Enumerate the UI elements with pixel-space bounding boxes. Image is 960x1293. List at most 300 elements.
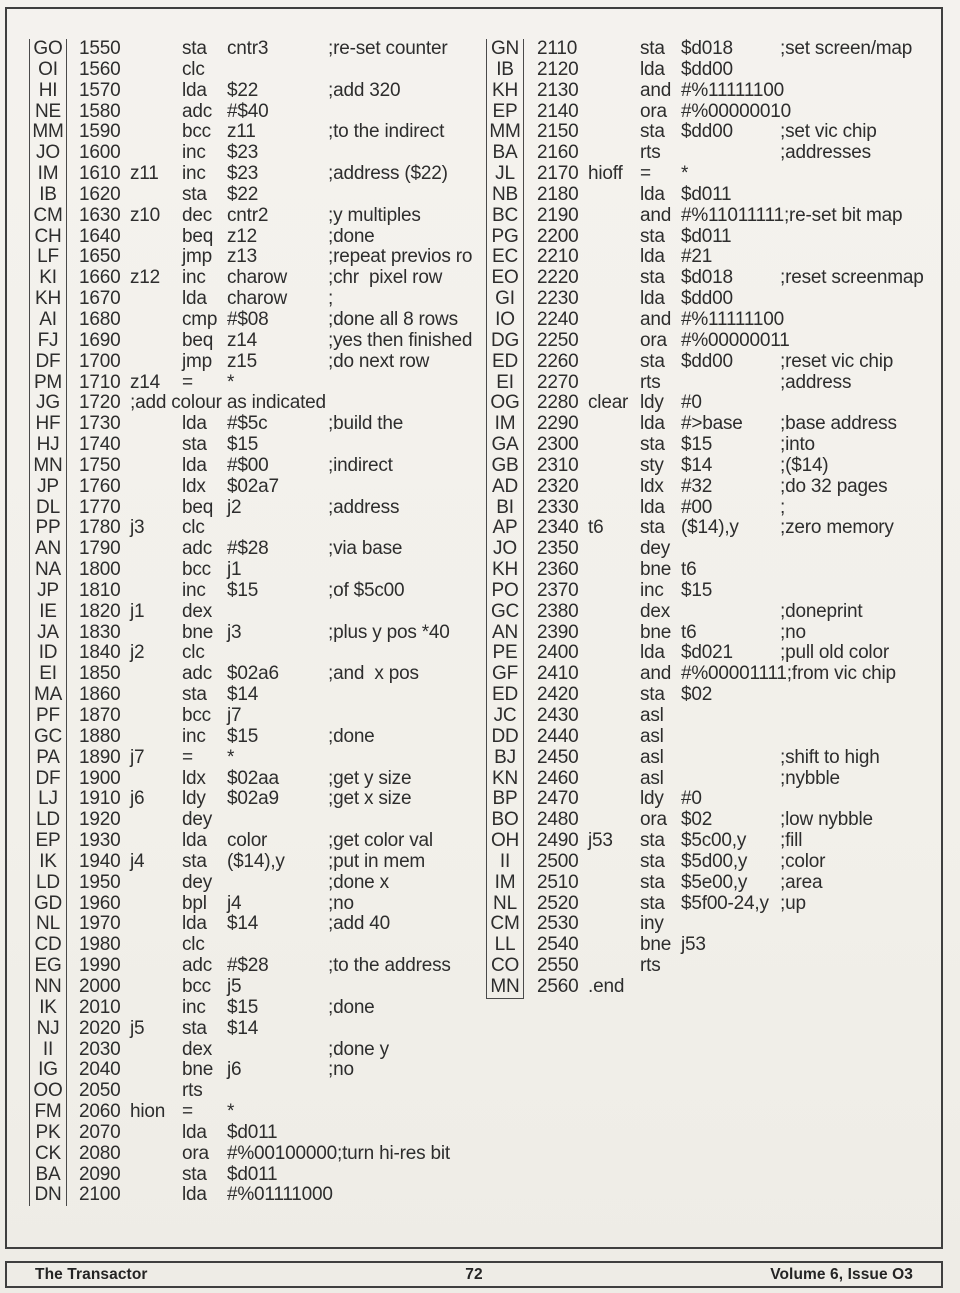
operand: z13 bbox=[227, 246, 258, 268]
line-number-cell bbox=[524, 581, 640, 602]
line-number: 1860 bbox=[79, 684, 121, 706]
checksum-code: JG bbox=[29, 393, 67, 414]
code-line bbox=[486, 164, 941, 185]
line-number-cell bbox=[67, 247, 182, 268]
code-line bbox=[486, 247, 941, 268]
line-number: 1570 bbox=[79, 79, 121, 101]
operand: $14 bbox=[681, 454, 713, 476]
checksum-code: GB bbox=[486, 456, 524, 477]
code-line bbox=[29, 852, 479, 873]
code-line bbox=[486, 748, 941, 769]
mnemonic: and bbox=[640, 663, 672, 685]
code-line bbox=[486, 956, 941, 977]
line-number: 2420 bbox=[537, 684, 579, 706]
comment: ;zero memory bbox=[780, 517, 894, 539]
line-number-cell bbox=[67, 935, 182, 956]
code-line bbox=[29, 268, 479, 289]
code-line bbox=[486, 769, 941, 790]
code-line bbox=[486, 581, 941, 602]
line-number-cell bbox=[524, 268, 640, 289]
operand: j1 bbox=[227, 559, 242, 581]
operand: #%11111100 bbox=[681, 79, 784, 101]
line-number-cell bbox=[67, 518, 182, 539]
operand: charow bbox=[227, 267, 288, 289]
mnemonic: sta bbox=[640, 350, 665, 372]
line-number-cell bbox=[67, 373, 182, 394]
code-line bbox=[29, 247, 479, 268]
checksum-code: AN bbox=[29, 539, 67, 560]
line-number: 2250 bbox=[537, 329, 579, 351]
operand: $15 bbox=[227, 996, 259, 1018]
line-number-cell bbox=[524, 935, 640, 956]
line-number: 2330 bbox=[537, 496, 579, 518]
comment: ;area bbox=[780, 871, 823, 893]
checksum-code: OI bbox=[29, 60, 67, 81]
checksum-code: CM bbox=[486, 914, 524, 935]
footer-journal-title: The Transactor bbox=[35, 1265, 148, 1283]
line-number-cell bbox=[67, 831, 182, 852]
operand: #$28 bbox=[227, 955, 269, 977]
mnemonic: bcc bbox=[182, 559, 211, 581]
checksum-code: MM bbox=[486, 122, 524, 143]
code-line bbox=[29, 956, 479, 977]
page-footer bbox=[5, 1261, 943, 1288]
line-number-cell bbox=[524, 185, 640, 206]
comment: ;reset screenmap bbox=[780, 267, 924, 289]
checksum-code: FM bbox=[29, 1102, 67, 1123]
line-number: 1560 bbox=[79, 58, 121, 80]
line-number: 2380 bbox=[537, 600, 579, 622]
line-number-cell bbox=[67, 727, 182, 748]
checksum-code: DF bbox=[29, 769, 67, 790]
mnemonic: inc bbox=[182, 725, 206, 747]
line-label: z11 bbox=[130, 163, 159, 185]
operand: #%00001111 bbox=[681, 663, 787, 685]
line-number-cell bbox=[67, 1144, 182, 1165]
line-number: 2480 bbox=[537, 809, 579, 831]
operand: $d011 bbox=[681, 225, 732, 247]
checksum-code: HF bbox=[29, 414, 67, 435]
operand: $d021 bbox=[681, 642, 733, 664]
mnemonic: sta bbox=[640, 517, 665, 539]
mnemonic: inc bbox=[182, 142, 206, 164]
code-line bbox=[486, 456, 941, 477]
checksum-code: NJ bbox=[29, 1019, 67, 1040]
operand: z12 bbox=[227, 225, 258, 247]
code-line bbox=[486, 623, 941, 644]
mnemonic: dey bbox=[640, 538, 671, 560]
operand: #00 bbox=[681, 496, 713, 518]
mnemonic: beq bbox=[182, 225, 214, 247]
line-number-cell bbox=[67, 873, 182, 894]
checksum-code: NB bbox=[486, 185, 524, 206]
operand: * bbox=[227, 746, 235, 768]
line-number-cell bbox=[67, 1165, 182, 1186]
line-label: j2 bbox=[130, 642, 145, 664]
operand: $02 bbox=[681, 684, 713, 706]
line-number-cell bbox=[524, 435, 640, 456]
line-number: 1880 bbox=[79, 725, 121, 747]
mnemonic: jmp bbox=[182, 246, 213, 268]
mnemonic: ldy bbox=[640, 788, 664, 810]
line-number-cell bbox=[524, 206, 640, 227]
line-number-cell bbox=[67, 998, 182, 1019]
line-number-cell bbox=[67, 185, 182, 206]
code-line bbox=[29, 310, 479, 331]
line-label: hion bbox=[130, 1101, 166, 1123]
mnemonic: dex bbox=[640, 600, 671, 622]
mnemonic: sta bbox=[640, 38, 665, 59]
operand: $15 bbox=[227, 579, 259, 601]
checksum-code: PP bbox=[29, 518, 67, 539]
operand: $02a6 bbox=[227, 663, 279, 685]
comment: ;fill bbox=[780, 830, 803, 852]
code-line bbox=[29, 39, 479, 60]
operand: $22 bbox=[227, 79, 259, 101]
comment: ;turn hi-res bit bbox=[337, 1142, 450, 1164]
line-number-cell bbox=[67, 1081, 182, 1102]
mnemonic: sta bbox=[640, 892, 665, 914]
checksum-code: LL bbox=[486, 935, 524, 956]
operand: #$5c bbox=[227, 413, 268, 435]
line-number-cell bbox=[524, 560, 640, 581]
checksum-code: GN bbox=[486, 39, 524, 60]
checksum-code: EC bbox=[486, 247, 524, 268]
mnemonic: adc bbox=[182, 663, 213, 685]
code-line bbox=[486, 831, 941, 852]
checksum-code: PM bbox=[29, 373, 67, 394]
code-line bbox=[486, 352, 941, 373]
comment: ;add 320 bbox=[328, 79, 401, 101]
line-number: 2410 bbox=[537, 663, 579, 685]
code-line bbox=[29, 581, 479, 602]
line-number: 2300 bbox=[537, 434, 579, 456]
comment: ;into bbox=[780, 434, 815, 456]
line-number: 1810 bbox=[79, 579, 121, 601]
line-number: 1760 bbox=[79, 475, 121, 497]
comment: ; bbox=[780, 496, 786, 518]
line-number: 2260 bbox=[537, 350, 579, 372]
line-number-cell bbox=[67, 164, 182, 185]
checksum-code: LD bbox=[29, 873, 67, 894]
code-line bbox=[486, 518, 941, 539]
comment: ;via base bbox=[328, 538, 403, 560]
line-number-cell bbox=[524, 289, 640, 310]
checksum-code: LJ bbox=[29, 789, 67, 810]
mnemonic: inc bbox=[182, 579, 206, 601]
mnemonic: dey bbox=[182, 871, 213, 893]
line-number-cell bbox=[67, 602, 182, 623]
mnemonic: ora bbox=[640, 100, 667, 122]
line-number: 2270 bbox=[537, 371, 579, 393]
mnemonic: bne bbox=[182, 1059, 214, 1081]
checksum-code: BJ bbox=[486, 748, 524, 769]
mnemonic: adc bbox=[182, 100, 213, 122]
checksum-code: MA bbox=[29, 685, 67, 706]
mnemonic: clc bbox=[182, 517, 205, 539]
mnemonic: dex bbox=[182, 600, 213, 622]
line-number-cell bbox=[67, 643, 182, 664]
comment: ;to the indirect bbox=[328, 121, 445, 143]
mnemonic: bpl bbox=[182, 892, 207, 914]
comment: ;address ($22) bbox=[328, 163, 448, 185]
line-number: 1820 bbox=[79, 600, 121, 622]
comment: ;($14) bbox=[780, 454, 829, 476]
comment: ;get color val bbox=[328, 830, 433, 852]
operand: charow bbox=[227, 288, 288, 310]
code-line bbox=[29, 477, 479, 498]
code-line bbox=[486, 498, 941, 519]
checksum-code: IK bbox=[29, 998, 67, 1019]
line-number: 1580 bbox=[79, 100, 121, 122]
code-line bbox=[29, 1102, 479, 1123]
checksum-code: EI bbox=[486, 373, 524, 394]
code-line bbox=[486, 727, 941, 748]
mnemonic: inc bbox=[182, 163, 206, 185]
code-line bbox=[486, 289, 941, 310]
line-number-cell bbox=[524, 456, 640, 477]
line-number-cell bbox=[524, 914, 640, 935]
checksum-code: II bbox=[486, 852, 524, 873]
code-line bbox=[486, 685, 941, 706]
checksum-code: AP bbox=[486, 518, 524, 539]
code-line bbox=[29, 164, 479, 185]
operand: #%11011111 bbox=[681, 204, 784, 226]
line-number-cell bbox=[67, 810, 182, 831]
checksum-code: IK bbox=[29, 852, 67, 873]
line-number-cell bbox=[67, 456, 182, 477]
line-number: 1920 bbox=[79, 809, 121, 831]
line-number-cell bbox=[67, 769, 182, 790]
code-line bbox=[29, 831, 479, 852]
checksum-code: CM bbox=[29, 206, 67, 227]
checksum-code: KH bbox=[486, 560, 524, 581]
operand: $d018 bbox=[681, 38, 733, 59]
comment: ;to the address bbox=[328, 955, 451, 977]
operand: #$28 bbox=[227, 538, 269, 560]
mnemonic: ora bbox=[182, 1142, 209, 1164]
operand: z15 bbox=[227, 350, 258, 372]
code-line bbox=[29, 352, 479, 373]
comment: ;yes then finished bbox=[328, 329, 473, 351]
comment: ;chr pixel row bbox=[328, 267, 443, 289]
operand: t6 bbox=[681, 559, 697, 581]
checksum-code: NL bbox=[29, 914, 67, 935]
operand: $dd00 bbox=[681, 58, 733, 80]
line-number: 2070 bbox=[79, 1121, 121, 1143]
comment: ;do next row bbox=[328, 350, 430, 372]
mnemonic: lda bbox=[640, 183, 665, 205]
checksum-code: IG bbox=[29, 1060, 67, 1081]
comment: ;reset vic chip bbox=[780, 350, 894, 372]
line-number: 1710 bbox=[79, 371, 121, 393]
line-number: 2360 bbox=[537, 559, 579, 581]
mnemonic: lda bbox=[640, 642, 665, 664]
checksum-code: DG bbox=[486, 331, 524, 352]
comment: ;get y size bbox=[328, 767, 412, 789]
line-number-cell bbox=[67, 623, 182, 644]
line-number-cell bbox=[524, 706, 640, 727]
checksum-code: PE bbox=[486, 643, 524, 664]
line-number: 2060 bbox=[79, 1101, 121, 1123]
line-number-cell bbox=[524, 894, 640, 915]
checksum-code: GF bbox=[486, 664, 524, 685]
line-number-cell bbox=[67, 1102, 182, 1123]
operand: $d011 bbox=[681, 183, 732, 205]
comment: ;done bbox=[328, 225, 375, 247]
mnemonic: rts bbox=[640, 142, 661, 164]
line-number-cell bbox=[524, 643, 640, 664]
checksum-code: JO bbox=[486, 539, 524, 560]
mnemonic: and bbox=[640, 308, 672, 330]
mnemonic: ora bbox=[640, 809, 667, 831]
comment: ;repeat previos ro bbox=[328, 246, 473, 268]
comment: ;done bbox=[328, 725, 375, 747]
line-number-cell bbox=[67, 60, 182, 81]
code-line bbox=[29, 1123, 479, 1144]
checksum-code: PA bbox=[29, 748, 67, 769]
comment: ;low nybble bbox=[780, 809, 873, 831]
line-number: 2440 bbox=[537, 725, 579, 747]
mnemonic: = bbox=[182, 746, 193, 768]
line-number: 2030 bbox=[79, 1038, 121, 1060]
footer-issue: Volume 6, Issue O3 bbox=[770, 1265, 913, 1283]
mnemonic: sta bbox=[640, 684, 665, 706]
code-line bbox=[486, 789, 941, 810]
footer-page-number: 72 bbox=[465, 1265, 483, 1283]
mnemonic: lda bbox=[182, 454, 207, 476]
comment: ;and x pos bbox=[328, 663, 419, 685]
mnemonic: bne bbox=[640, 559, 672, 581]
comment: ;put in mem bbox=[328, 850, 426, 872]
line-number: 2450 bbox=[537, 746, 579, 768]
checksum-code: OG bbox=[486, 393, 524, 414]
code-line bbox=[486, 539, 941, 560]
comment: ;y multiples bbox=[328, 204, 421, 226]
mnemonic: clc bbox=[182, 934, 205, 956]
code-line bbox=[486, 60, 941, 81]
mnemonic: rts bbox=[182, 1080, 203, 1102]
mnemonic: bne bbox=[182, 621, 214, 643]
checksum-code: ED bbox=[486, 352, 524, 373]
line-label: j3 bbox=[130, 517, 145, 539]
checksum-code: LD bbox=[29, 810, 67, 831]
operand: $5d00,y bbox=[681, 850, 748, 872]
code-line bbox=[486, 122, 941, 143]
checksum-code: IB bbox=[486, 60, 524, 81]
code-line bbox=[29, 706, 479, 727]
line-number: 2160 bbox=[537, 142, 579, 164]
line-number: 1740 bbox=[79, 434, 121, 456]
operand: $15 bbox=[681, 579, 713, 601]
operand: #$00 bbox=[227, 454, 269, 476]
checksum-code: KI bbox=[29, 268, 67, 289]
mnemonic: lda bbox=[182, 413, 207, 435]
line-number-cell bbox=[524, 60, 640, 81]
checksum-code: PG bbox=[486, 227, 524, 248]
code-line bbox=[486, 706, 941, 727]
code-line bbox=[29, 664, 479, 685]
line-number: 2050 bbox=[79, 1080, 121, 1102]
line-number-cell bbox=[524, 956, 640, 977]
line-number: 2240 bbox=[537, 308, 579, 330]
code-line bbox=[486, 477, 941, 498]
operand: t6 bbox=[681, 621, 697, 643]
operand: #>base bbox=[681, 413, 743, 435]
line-number: 2040 bbox=[79, 1059, 121, 1081]
line-number-cell bbox=[67, 1123, 182, 1144]
line-number-cell bbox=[67, 143, 182, 164]
comment: ;color bbox=[780, 850, 826, 872]
operand: $14 bbox=[227, 684, 259, 706]
line-number: 1700 bbox=[79, 350, 121, 372]
mnemonic: sta bbox=[640, 850, 665, 872]
operand: $d018 bbox=[681, 267, 733, 289]
operand: $02a9 bbox=[227, 788, 279, 810]
checksum-code: KH bbox=[29, 289, 67, 310]
operand: $d011 bbox=[227, 1121, 278, 1143]
line-number: 2350 bbox=[537, 538, 579, 560]
operand: $5e00,y bbox=[681, 871, 748, 893]
line-label: z10 bbox=[130, 204, 161, 226]
code-line bbox=[486, 560, 941, 581]
checksum-code: DD bbox=[486, 727, 524, 748]
checksum-code: EI bbox=[29, 664, 67, 685]
line-number-cell bbox=[524, 414, 640, 435]
operand: $22 bbox=[227, 183, 259, 205]
code-line bbox=[29, 102, 479, 123]
line-number-cell bbox=[67, 498, 182, 519]
line-number-cell bbox=[524, 852, 640, 873]
operand: * bbox=[227, 1101, 235, 1123]
mnemonic: clc bbox=[182, 58, 205, 80]
line-number: 2370 bbox=[537, 579, 579, 601]
mnemonic: beq bbox=[182, 496, 214, 518]
code-line bbox=[29, 1144, 479, 1165]
checksum-code: GC bbox=[486, 602, 524, 623]
line-number: 1790 bbox=[79, 538, 121, 560]
line-number: 1900 bbox=[79, 767, 121, 789]
mnemonic: inc bbox=[640, 579, 664, 601]
code-line bbox=[29, 685, 479, 706]
checksum-code: DN bbox=[29, 1185, 67, 1206]
mnemonic: bcc bbox=[182, 121, 211, 143]
code-line bbox=[486, 852, 941, 873]
line-number-cell bbox=[67, 1019, 182, 1040]
code-line bbox=[29, 435, 479, 456]
checksum-code: DF bbox=[29, 352, 67, 373]
line-number: 1610 bbox=[79, 163, 121, 185]
checksum-code: OO bbox=[29, 1081, 67, 1102]
mnemonic: ldx bbox=[182, 767, 206, 789]
code-line bbox=[29, 602, 479, 623]
code-line bbox=[29, 894, 479, 915]
checksum-code: IO bbox=[486, 310, 524, 331]
checksum-code: FJ bbox=[29, 331, 67, 352]
code-line bbox=[29, 623, 479, 644]
mnemonic: bcc bbox=[182, 705, 211, 726]
operand: #0 bbox=[681, 788, 702, 810]
code-line bbox=[29, 560, 479, 581]
mnemonic: rts bbox=[640, 371, 661, 393]
line-number-cell bbox=[524, 331, 640, 352]
line-number: 2510 bbox=[537, 871, 579, 893]
comment: ;address bbox=[328, 496, 400, 518]
code-line bbox=[486, 914, 941, 935]
line-number-cell bbox=[67, 664, 182, 685]
line-label: ;add colour as indicated bbox=[130, 392, 326, 414]
line-number: 2280 bbox=[537, 392, 579, 414]
